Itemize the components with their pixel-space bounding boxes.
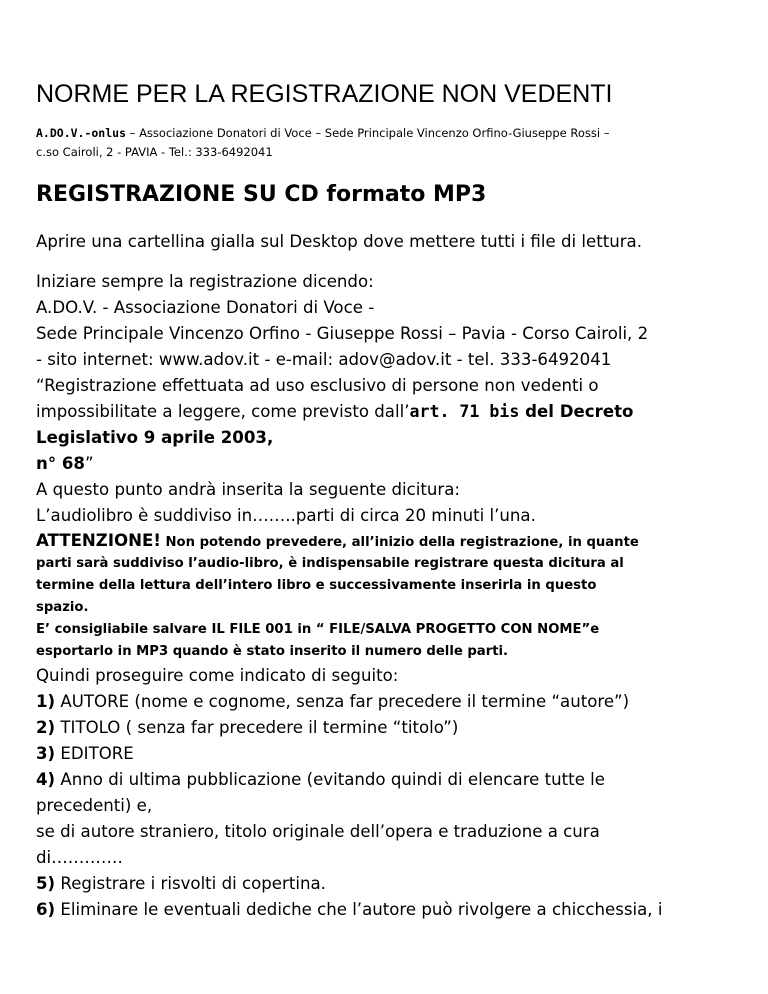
instruction-line: A questo punto andrà inserita la seguente dicitura: [36, 480, 460, 499]
association-line-1: A.DO.V.-onlus – Associazione Donatori di Voce – Sede Principale Vincenzo Orfino-Giuseppe Rossi – [36, 126, 610, 140]
step-item: 2) TITOLO ( senza far precedere il termine “titolo”) [36, 718, 459, 737]
association-line-2: c.so Cairoli, 2 - PAVIA - Tel.: 333-6492041 [36, 145, 273, 159]
step-item: 4) Anno di ultima pubblicazione (evitando quindi di elencare tutte le [36, 770, 605, 789]
step-item: 1) AUTORE (nome e cognome, senza far precedere il termine “autore”) [36, 692, 630, 711]
attention-line: parti sarà suddiviso l’audio-libro, è indispensabile registrare questa dicitura al [36, 556, 624, 571]
step-continuation: se di autore straniero, titolo originale dell’opera e traduzione a cura [36, 822, 600, 841]
instruction-line: Iniziare sempre la registrazione dicendo: [36, 272, 374, 291]
association-header [36, 124, 609, 162]
attention-label: ATTENZIONE! [36, 531, 161, 550]
step-item: 5) Registrare i risvolti di copertina. [36, 874, 326, 893]
association-name: A.DO.V.-onlus [36, 126, 127, 140]
steps-intro: Quindi proseguire come indicato di seguito: [36, 666, 399, 685]
attention-line: esportarlo in MP3 quando è stato inserito il numero delle parti. [36, 644, 509, 659]
instruction-line: - sito internet: www.adov.it - e-mail: adov@adov.it - tel. 333-6492041 [36, 350, 612, 369]
attention-line: termine della lettura dell’intero libro e successivamente inserirla in questo [36, 578, 597, 593]
document-body [36, 229, 766, 923]
instruction-line: Legislativo 9 aprile 2003, [36, 428, 274, 447]
instruction-line: A.DO.V. - Associazione Donatori di Voce - [36, 298, 375, 317]
intro-paragraph: Aprire una cartellina gialla sul Desktop dove mettere tutti i file di lettura. [36, 232, 642, 251]
instruction-line: “Registrazione effettuata ad uso esclusivo di persone non vedenti o [36, 376, 599, 395]
instruction-line: Sede Principale Vincenzo Orfino - Giuseppe Rossi – Pavia - Corso Cairoli, 2 [36, 324, 649, 343]
law-article: art. 71 bis [409, 402, 520, 421]
page-title: NORME PER LA REGISTRAZIONE NON VEDENTI [36, 80, 613, 108]
attention-line: ATTENZIONE! Non potendo prevedere, all’inizio della registrazione, in quante [36, 531, 639, 550]
section-heading: REGISTRAZIONE SU CD formato MP3 [36, 182, 487, 207]
instruction-line: impossibilitate a leggere, come previsto dall’art. 71 bis del Decreto [36, 402, 634, 421]
instruction-line: n° 68” [36, 454, 94, 473]
instruction-line: L’audiolibro è suddiviso in……..parti di circa 20 minuti l’una. [36, 506, 536, 525]
attention-line: spazio. [36, 600, 89, 615]
step-item: 6) Eliminare le eventuali dediche che l’autore può rivolgere a chicchessia, i [36, 900, 663, 919]
step-continuation: di…………. [36, 848, 123, 867]
step-continuation: precedenti) e, [36, 796, 153, 815]
step-item: 3) EDITORE [36, 744, 134, 763]
attention-line: E’ consigliabile salvare IL FILE 001 in “ FILE/SALVA PROGETTO CON NOME”e [36, 622, 600, 637]
